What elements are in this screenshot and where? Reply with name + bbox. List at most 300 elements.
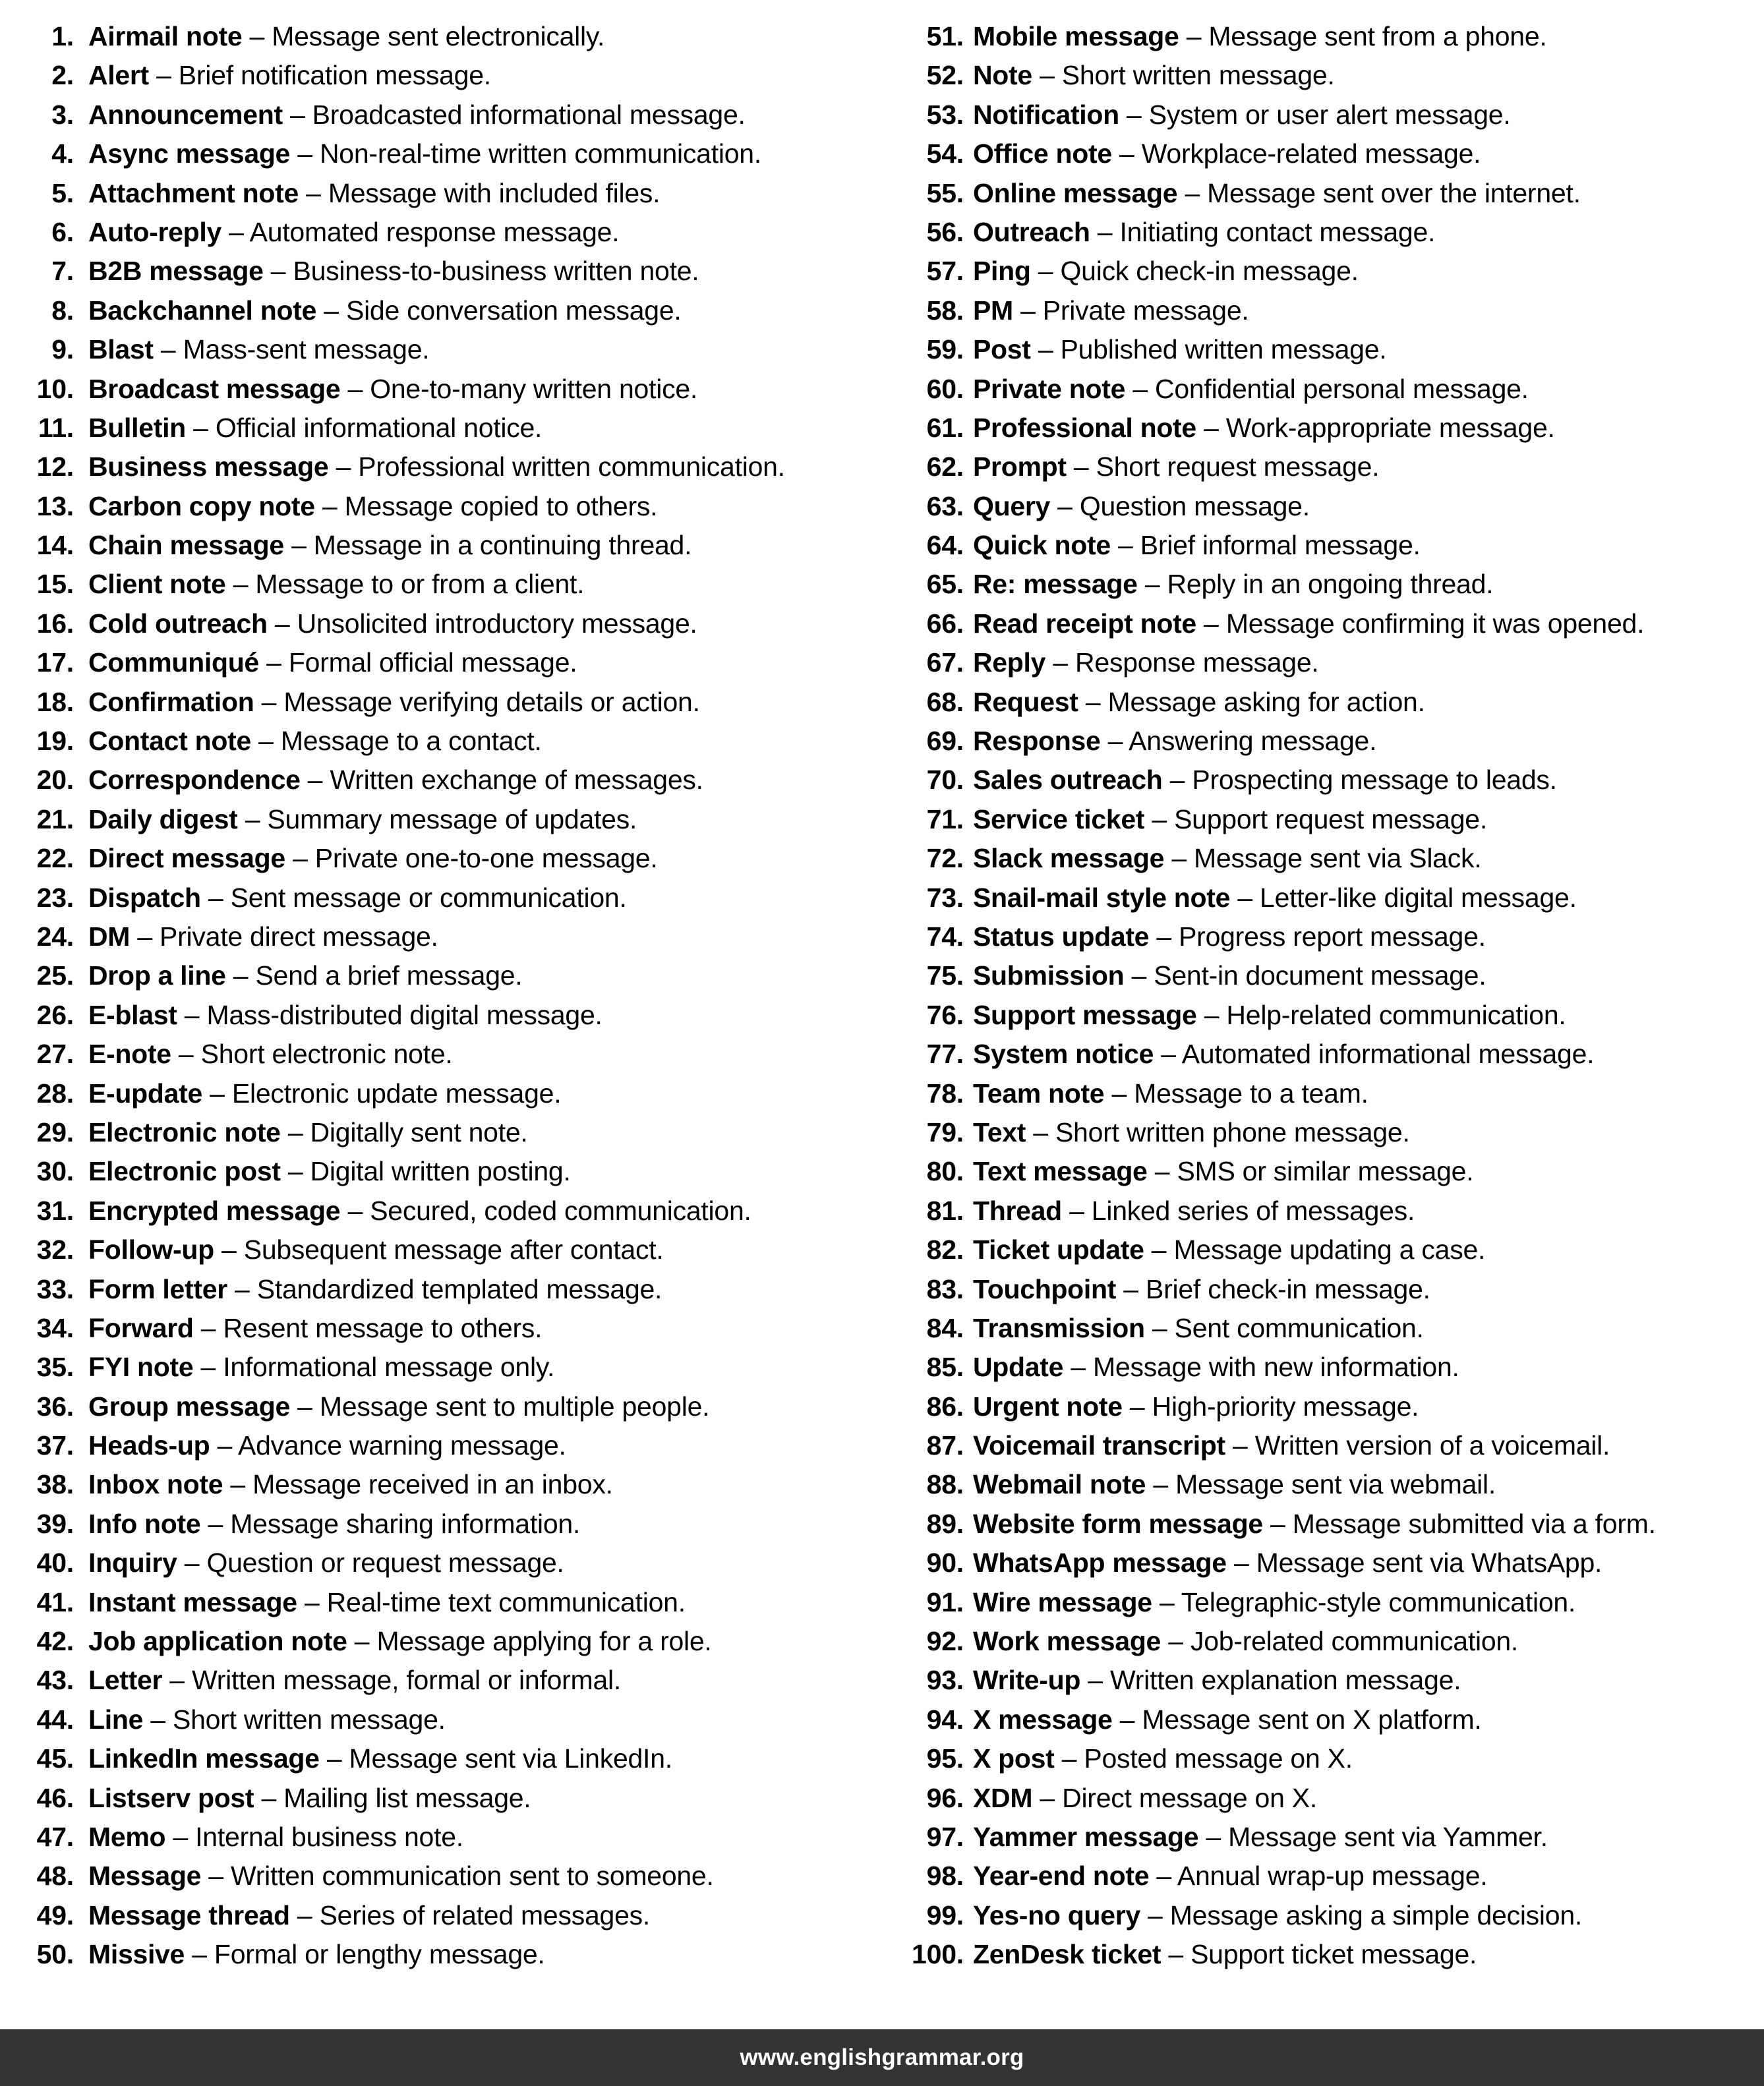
- list-item-term: Professional note: [973, 412, 1196, 443]
- list-item: [22, 96, 883, 134]
- list-item-description: Professional written communication.: [358, 451, 785, 482]
- list-item-term: Office note: [973, 138, 1112, 169]
- list-item-term: Year-end note: [973, 1861, 1150, 1892]
- list-item-description: Message sent over the internet.: [1207, 177, 1581, 208]
- list-item-description: Written version of a voicemail.: [1254, 1430, 1610, 1461]
- list-item-dash: –: [1085, 686, 1101, 717]
- list-item-description: Non-real-time written communication.: [319, 138, 761, 169]
- list-item-body: [74, 1074, 561, 1113]
- list-item-dash: –: [192, 1939, 207, 1970]
- list-item: [22, 879, 883, 917]
- list-item-number: 73.: [926, 882, 964, 913]
- list-item-dash: –: [137, 921, 152, 952]
- list-item-body: [964, 1857, 1487, 1896]
- list-item-dash: –: [217, 1430, 233, 1461]
- list-item-number: 88.: [926, 1469, 964, 1500]
- list-item-term: WhatsApp message: [973, 1548, 1227, 1579]
- list-item-body: [964, 996, 1566, 1035]
- list-item-number: 96.: [926, 1782, 964, 1813]
- list-item-description: Message sent via Yammer.: [1228, 1821, 1548, 1852]
- list-item: [22, 1192, 883, 1231]
- list-item-dash: –: [1020, 295, 1036, 326]
- list-item-body: [74, 330, 429, 369]
- list-item-term: Website form message: [973, 1508, 1263, 1539]
- list-item-dash: –: [1038, 334, 1053, 365]
- list-item-number: 27.: [36, 1039, 74, 1070]
- list-item-number: 50.: [36, 1939, 74, 1970]
- list-item: [22, 134, 883, 173]
- list-item-description: Message asking a simple decision.: [1169, 1899, 1583, 1930]
- list-item-description: Short written message.: [172, 1704, 446, 1735]
- list-item-description: High-priority message.: [1152, 1391, 1419, 1422]
- list-item-number: 38.: [36, 1469, 74, 1500]
- list-item-dash: –: [229, 216, 244, 247]
- list-item-number: 82.: [926, 1234, 964, 1265]
- list-item-description: Published written message.: [1060, 334, 1387, 365]
- list-item-term: Cold outreach: [88, 608, 268, 639]
- list-item: [898, 996, 1764, 1035]
- list-item-term: Online message: [973, 177, 1178, 208]
- list-item-description: Message updating a case.: [1173, 1234, 1486, 1265]
- list-item-dash: –: [193, 412, 208, 443]
- list-item-dash: –: [1033, 1116, 1048, 1147]
- list-item: [898, 526, 1764, 565]
- list-item-term: FYI note: [88, 1352, 194, 1383]
- list-item-term: Inquiry: [88, 1548, 177, 1579]
- list-item-number: 40.: [36, 1548, 74, 1579]
- list-item: [22, 1818, 883, 1857]
- list-item: [22, 800, 883, 839]
- list-item-number: 52.: [926, 60, 964, 91]
- list-item-term: Text message: [973, 1156, 1148, 1187]
- list-item-body: [964, 291, 1249, 330]
- list-item-description: Brief informal message.: [1140, 530, 1421, 561]
- list-item-dash: –: [1111, 1078, 1127, 1109]
- list-item-term: Async message: [88, 138, 291, 169]
- list-item-number: 68.: [926, 686, 964, 717]
- list-item-term: Request: [973, 686, 1078, 717]
- list-item-body: [964, 1426, 1610, 1465]
- list-item-term: Voicemail transcript: [973, 1430, 1225, 1461]
- list-item-dash: –: [1119, 138, 1134, 169]
- list-item: [22, 1113, 883, 1152]
- list-item-description: Message sent via WhatsApp.: [1256, 1548, 1602, 1579]
- list-item-description: Written exchange of messages.: [330, 765, 703, 796]
- list-item-description: Confidential personal message.: [1154, 373, 1529, 404]
- list-item-term: Update: [973, 1352, 1064, 1383]
- footer-bar: [0, 2029, 1764, 2086]
- list-item: [898, 565, 1764, 604]
- list-item-dash: –: [1038, 256, 1053, 287]
- list-item-term: Ping: [973, 256, 1031, 287]
- list-item-body: [74, 1700, 446, 1739]
- list-item-dash: –: [1161, 1039, 1176, 1070]
- list-item-description: Help-related communication.: [1226, 999, 1566, 1030]
- list-item-number: 22.: [36, 843, 74, 874]
- list-item: [898, 1465, 1764, 1504]
- list-item-term: Webmail note: [973, 1469, 1146, 1500]
- list-item-dash: –: [200, 1312, 216, 1343]
- list-item-dash: –: [287, 1156, 303, 1187]
- list-item-term: Line: [88, 1704, 144, 1735]
- list-item-body: [74, 1270, 662, 1309]
- list-item-dash: –: [1204, 412, 1219, 443]
- list-item-dash: –: [1144, 569, 1160, 600]
- list-item-number: 20.: [36, 765, 74, 796]
- list-item-dash: –: [1097, 216, 1113, 247]
- list-item-body: [964, 683, 1425, 722]
- list-item-dash: –: [1270, 1508, 1285, 1539]
- list-item-term: Correspondence: [88, 765, 301, 796]
- list-item-number: 79.: [926, 1116, 964, 1147]
- list-item-number: 64.: [926, 530, 964, 561]
- list-item: [898, 604, 1764, 643]
- list-item: [898, 1583, 1764, 1622]
- list-item-term: Encrypted message: [88, 1195, 341, 1226]
- list-item-dash: –: [1069, 1195, 1084, 1226]
- list-item-number: 89.: [926, 1508, 964, 1539]
- list-item-number: 34.: [36, 1312, 74, 1343]
- list-item-number: 14.: [36, 530, 74, 561]
- list-item-description: Message to or from a client.: [255, 569, 585, 600]
- list-item: [22, 1544, 883, 1582]
- list-item: [22, 291, 883, 330]
- list-item-term: Quick note: [973, 530, 1111, 561]
- list-item-body: [74, 370, 697, 409]
- list-item-body: [74, 683, 700, 722]
- list-item-term: Memo: [88, 1821, 166, 1852]
- list-item-number: 16.: [36, 608, 74, 639]
- list-item-term: Team note: [973, 1078, 1105, 1109]
- list-item-term: Sales outreach: [973, 765, 1163, 796]
- list-item-term: Notification: [973, 99, 1119, 130]
- list-item-description: Direct message on X.: [1062, 1782, 1318, 1813]
- list-item: [898, 1348, 1764, 1387]
- list-item-dash: –: [1040, 60, 1055, 91]
- list-item-dash: –: [1171, 843, 1187, 874]
- list-item-body: [74, 1348, 554, 1387]
- list-item-dash: –: [233, 569, 249, 600]
- list-item-term: Work message: [973, 1626, 1161, 1657]
- list-item: [898, 409, 1764, 448]
- list-item-body: [74, 1192, 751, 1231]
- list-item-term: Mobile message: [973, 21, 1179, 51]
- list-item: [898, 917, 1764, 956]
- list-item: [22, 213, 883, 252]
- list-item-dash: –: [261, 1782, 277, 1813]
- list-item-number: 92.: [926, 1626, 964, 1657]
- list-item-dash: –: [307, 765, 323, 796]
- list-item-description: Support ticket message.: [1191, 1939, 1477, 1970]
- list-item-description: Digital written posting.: [310, 1156, 571, 1187]
- list-item-term: Contact note: [88, 726, 251, 757]
- list-item-number: 83.: [926, 1273, 964, 1304]
- list-item-dash: –: [1159, 1586, 1175, 1617]
- list-item-body: [964, 1583, 1575, 1622]
- list-item-dash: –: [289, 99, 305, 130]
- list-item-dash: –: [1053, 647, 1068, 678]
- list-item-term: Touchpoint: [973, 1273, 1117, 1304]
- list-item: [22, 1896, 883, 1935]
- list-item-body: [964, 800, 1487, 839]
- list-item-term: Response: [973, 726, 1101, 757]
- list-item-number: 10.: [36, 373, 74, 404]
- list-item-body: [964, 1152, 1473, 1191]
- list-item: [898, 1544, 1764, 1582]
- list-item-body: [964, 134, 1481, 173]
- list-item-term: ZenDesk ticket: [973, 1939, 1161, 1970]
- list-item-number: 36.: [36, 1391, 74, 1422]
- list-item-dash: –: [1169, 765, 1185, 796]
- list-item: [22, 1779, 883, 1818]
- list-item-term: Business message: [88, 451, 329, 482]
- list-item-description: Message submitted via a form.: [1292, 1508, 1656, 1539]
- list-item-description: Message received in an inbox.: [252, 1469, 613, 1500]
- list-item-number: 31.: [36, 1195, 74, 1226]
- list-item-number: 57.: [926, 256, 964, 287]
- list-item-body: [74, 96, 746, 134]
- list-item-term: Thread: [973, 1195, 1062, 1226]
- list-item-body: [74, 448, 785, 486]
- list-item-description: Message with included files.: [328, 177, 661, 208]
- list-item-dash: –: [1107, 726, 1123, 757]
- list-item: [898, 17, 1764, 56]
- list-item-description: Standardized templated message.: [256, 1273, 662, 1304]
- list-item-description: Message sent via Slack.: [1194, 843, 1482, 874]
- list-item-term: Alert: [88, 60, 149, 91]
- list-item-dash: –: [208, 1508, 223, 1539]
- list-item-term: Confirmation: [88, 686, 254, 717]
- list-item-term: PM: [973, 295, 1013, 326]
- list-item-term: Outreach: [973, 216, 1090, 247]
- list-item-description: Informational message only.: [223, 1352, 555, 1383]
- list-item-dash: –: [297, 138, 312, 169]
- list-item-body: [964, 643, 1319, 682]
- list-item-description: Message confirming it was opened.: [1225, 608, 1645, 639]
- list-item-dash: –: [1123, 1273, 1138, 1304]
- list-item: [898, 1231, 1764, 1269]
- list-item-body: [74, 722, 542, 761]
- list-item-body: [74, 409, 542, 448]
- list-item-description: Response message.: [1075, 647, 1319, 678]
- list-item-description: Telegraphic-style communication.: [1181, 1586, 1576, 1617]
- list-item-number: 4.: [51, 138, 74, 169]
- list-item: [898, 956, 1764, 995]
- list-item-dash: –: [261, 686, 277, 717]
- list-item-term: Announcement: [88, 99, 283, 130]
- list-item-number: 67.: [926, 647, 964, 678]
- list-item-term: Electronic note: [88, 1116, 281, 1147]
- list-item-number: 94.: [926, 1704, 964, 1735]
- list-item-description: Quick check-in message.: [1060, 256, 1359, 287]
- list-item: [898, 174, 1764, 213]
- list-item-number: 76.: [926, 999, 964, 1030]
- list-item-description: Question or request message.: [206, 1548, 564, 1579]
- list-item: [898, 683, 1764, 722]
- list-item-description: Message sent via webmail.: [1175, 1469, 1496, 1500]
- list-item-term: Direct message: [88, 843, 285, 874]
- list-item-dash: –: [230, 1469, 245, 1500]
- list-item-description: Message to a contact.: [280, 726, 542, 757]
- list-column-left: [0, 17, 883, 2029]
- list-item-body: [74, 1426, 566, 1465]
- list-item-body: [964, 1739, 1353, 1778]
- list-item-description: Real-time text communication.: [326, 1586, 686, 1617]
- list-item-term: Client note: [88, 569, 226, 600]
- list-item-description: One-to-many written notice.: [370, 373, 698, 404]
- list-item-term: Status update: [973, 921, 1150, 952]
- list-item-body: [964, 956, 1486, 995]
- list-item-body: [74, 1739, 672, 1778]
- list-item-term: Missive: [88, 1939, 185, 1970]
- list-item: [22, 1035, 883, 1074]
- list-item-term: B2B message: [88, 256, 264, 287]
- list-item-description: Short request message.: [1096, 451, 1380, 482]
- list-item: [898, 1818, 1764, 1857]
- list-item-dash: –: [1152, 1312, 1167, 1343]
- list-item-dash: –: [1151, 1234, 1167, 1265]
- list-item-body: [74, 526, 691, 565]
- list-item-dash: –: [297, 1391, 312, 1422]
- list-item: [22, 1152, 883, 1191]
- list-item-number: 45.: [36, 1743, 74, 1774]
- list-item-description: Send a brief message.: [255, 960, 523, 991]
- list-item: [898, 722, 1764, 761]
- list-item: [22, 956, 883, 995]
- list-item-body: [964, 252, 1359, 291]
- list-item-number: 75.: [926, 960, 964, 991]
- list-item-description: Progress report message.: [1179, 921, 1486, 952]
- list-item-body: [964, 565, 1493, 604]
- list-item-description: Subsequent message after contact.: [243, 1234, 664, 1265]
- list-item: [22, 370, 883, 409]
- list-item-term: Ticket update: [973, 1234, 1144, 1265]
- list-item-body: [964, 1309, 1424, 1348]
- list-item: [898, 643, 1764, 682]
- list-item: [22, 1505, 883, 1544]
- list-item-body: [964, 761, 1557, 799]
- list-item: [898, 1779, 1764, 1818]
- list-item-description: Work-appropriate message.: [1225, 412, 1555, 443]
- list-item: [898, 1192, 1764, 1231]
- list-item: [898, 1700, 1764, 1739]
- list-item-dash: –: [1154, 1156, 1170, 1187]
- list-item-description: Message with new information.: [1093, 1352, 1459, 1383]
- list-item-term: Post: [973, 334, 1031, 365]
- list-item-description: Series of related messages.: [319, 1899, 651, 1930]
- list-item: [22, 1309, 883, 1348]
- list-item-number: 56.: [926, 216, 964, 247]
- list-item-dash: –: [1129, 1391, 1145, 1422]
- list-item-body: [964, 1700, 1482, 1739]
- list-item-description: Short written message.: [1061, 60, 1335, 91]
- list-item-body: [964, 917, 1486, 956]
- list-item-term: Auto-reply: [88, 216, 222, 247]
- list-item-term: Slack message: [973, 843, 1165, 874]
- list-item-term: Urgent note: [973, 1391, 1123, 1422]
- list-item: [898, 1309, 1764, 1348]
- list-item-term: E-note: [88, 1039, 171, 1070]
- list-item: [898, 370, 1764, 409]
- list-item: [22, 643, 883, 682]
- list-item-term: Letter: [88, 1665, 163, 1696]
- list-item-dash: –: [1057, 490, 1073, 521]
- list-item-term: Carbon copy note: [88, 490, 315, 521]
- list-item-term: Info note: [88, 1508, 201, 1539]
- list-item-number: 30.: [36, 1156, 74, 1187]
- list-item: [22, 1387, 883, 1426]
- list-item-description: Private one-to-one message.: [314, 843, 658, 874]
- list-item-body: [964, 839, 1481, 878]
- list-item-dash: –: [1088, 1665, 1103, 1696]
- list-item-dash: –: [1233, 1430, 1248, 1461]
- list-item-dash: –: [274, 608, 290, 639]
- list-item-body: [964, 1192, 1415, 1231]
- list-item-number: 69.: [926, 726, 964, 757]
- list-column-right: [883, 17, 1764, 2029]
- list-item-description: Private direct message.: [160, 921, 438, 952]
- list-item-description: Prospecting message to leads.: [1192, 765, 1557, 796]
- list-item-body: [964, 213, 1435, 252]
- list-item-description: Initiating contact message.: [1119, 216, 1436, 247]
- list-item-term: Job application note: [88, 1626, 347, 1657]
- list-item: [22, 1857, 883, 1896]
- list-item-dash: –: [1168, 1626, 1183, 1657]
- list-item-number: 51.: [926, 21, 964, 51]
- list-item-body: [964, 1935, 1477, 1974]
- list-item-body: [74, 1309, 542, 1348]
- list-item-dash: –: [1131, 960, 1147, 991]
- list-item-number: 84.: [926, 1312, 964, 1343]
- list-item-dash: –: [1168, 1939, 1183, 1970]
- list-item-number: 58.: [926, 295, 964, 326]
- list-item-dash: –: [1233, 1548, 1249, 1579]
- list-item-dash: –: [297, 1899, 312, 1930]
- list-item-number: 61.: [926, 412, 964, 443]
- list-item-number: 26.: [36, 999, 74, 1030]
- list-item-number: 74.: [926, 921, 964, 952]
- list-item-description: Digitally sent note.: [310, 1116, 528, 1147]
- list-item: [898, 1896, 1764, 1935]
- list-item-description: Job-related communication.: [1190, 1626, 1519, 1657]
- list-item: [898, 839, 1764, 878]
- list-item-description: Message applying for a role.: [376, 1626, 712, 1657]
- list-item-body: [964, 1387, 1419, 1426]
- list-item-description: Mass-sent message.: [183, 334, 430, 365]
- list-item-description: Question message.: [1079, 490, 1310, 521]
- list-item-body: [74, 1152, 571, 1191]
- list-item-term: Query: [973, 490, 1050, 521]
- list-item-term: Transmission: [973, 1312, 1145, 1343]
- list-item-description: Written communication sent to someone.: [230, 1861, 714, 1892]
- list-item-term: Message: [88, 1861, 202, 1892]
- list-item-number: 5.: [51, 177, 74, 208]
- list-item-dash: –: [326, 1743, 342, 1774]
- list-item-number: 90.: [926, 1548, 964, 1579]
- list-item-dash: –: [306, 177, 321, 208]
- list-item-term: DM: [88, 921, 131, 952]
- list-item-term: Yes-no query: [973, 1899, 1140, 1930]
- list-item-term: Dispatch: [88, 882, 201, 913]
- list-item-term: Broadcast message: [88, 373, 341, 404]
- list-item: [898, 1426, 1764, 1465]
- list-item-body: [964, 56, 1335, 95]
- list-item: [898, 1622, 1764, 1661]
- list-item-number: 13.: [36, 490, 74, 521]
- list-item-number: 25.: [36, 960, 74, 991]
- list-item-number: 41.: [36, 1586, 74, 1617]
- list-item-term: E-update: [88, 1078, 202, 1109]
